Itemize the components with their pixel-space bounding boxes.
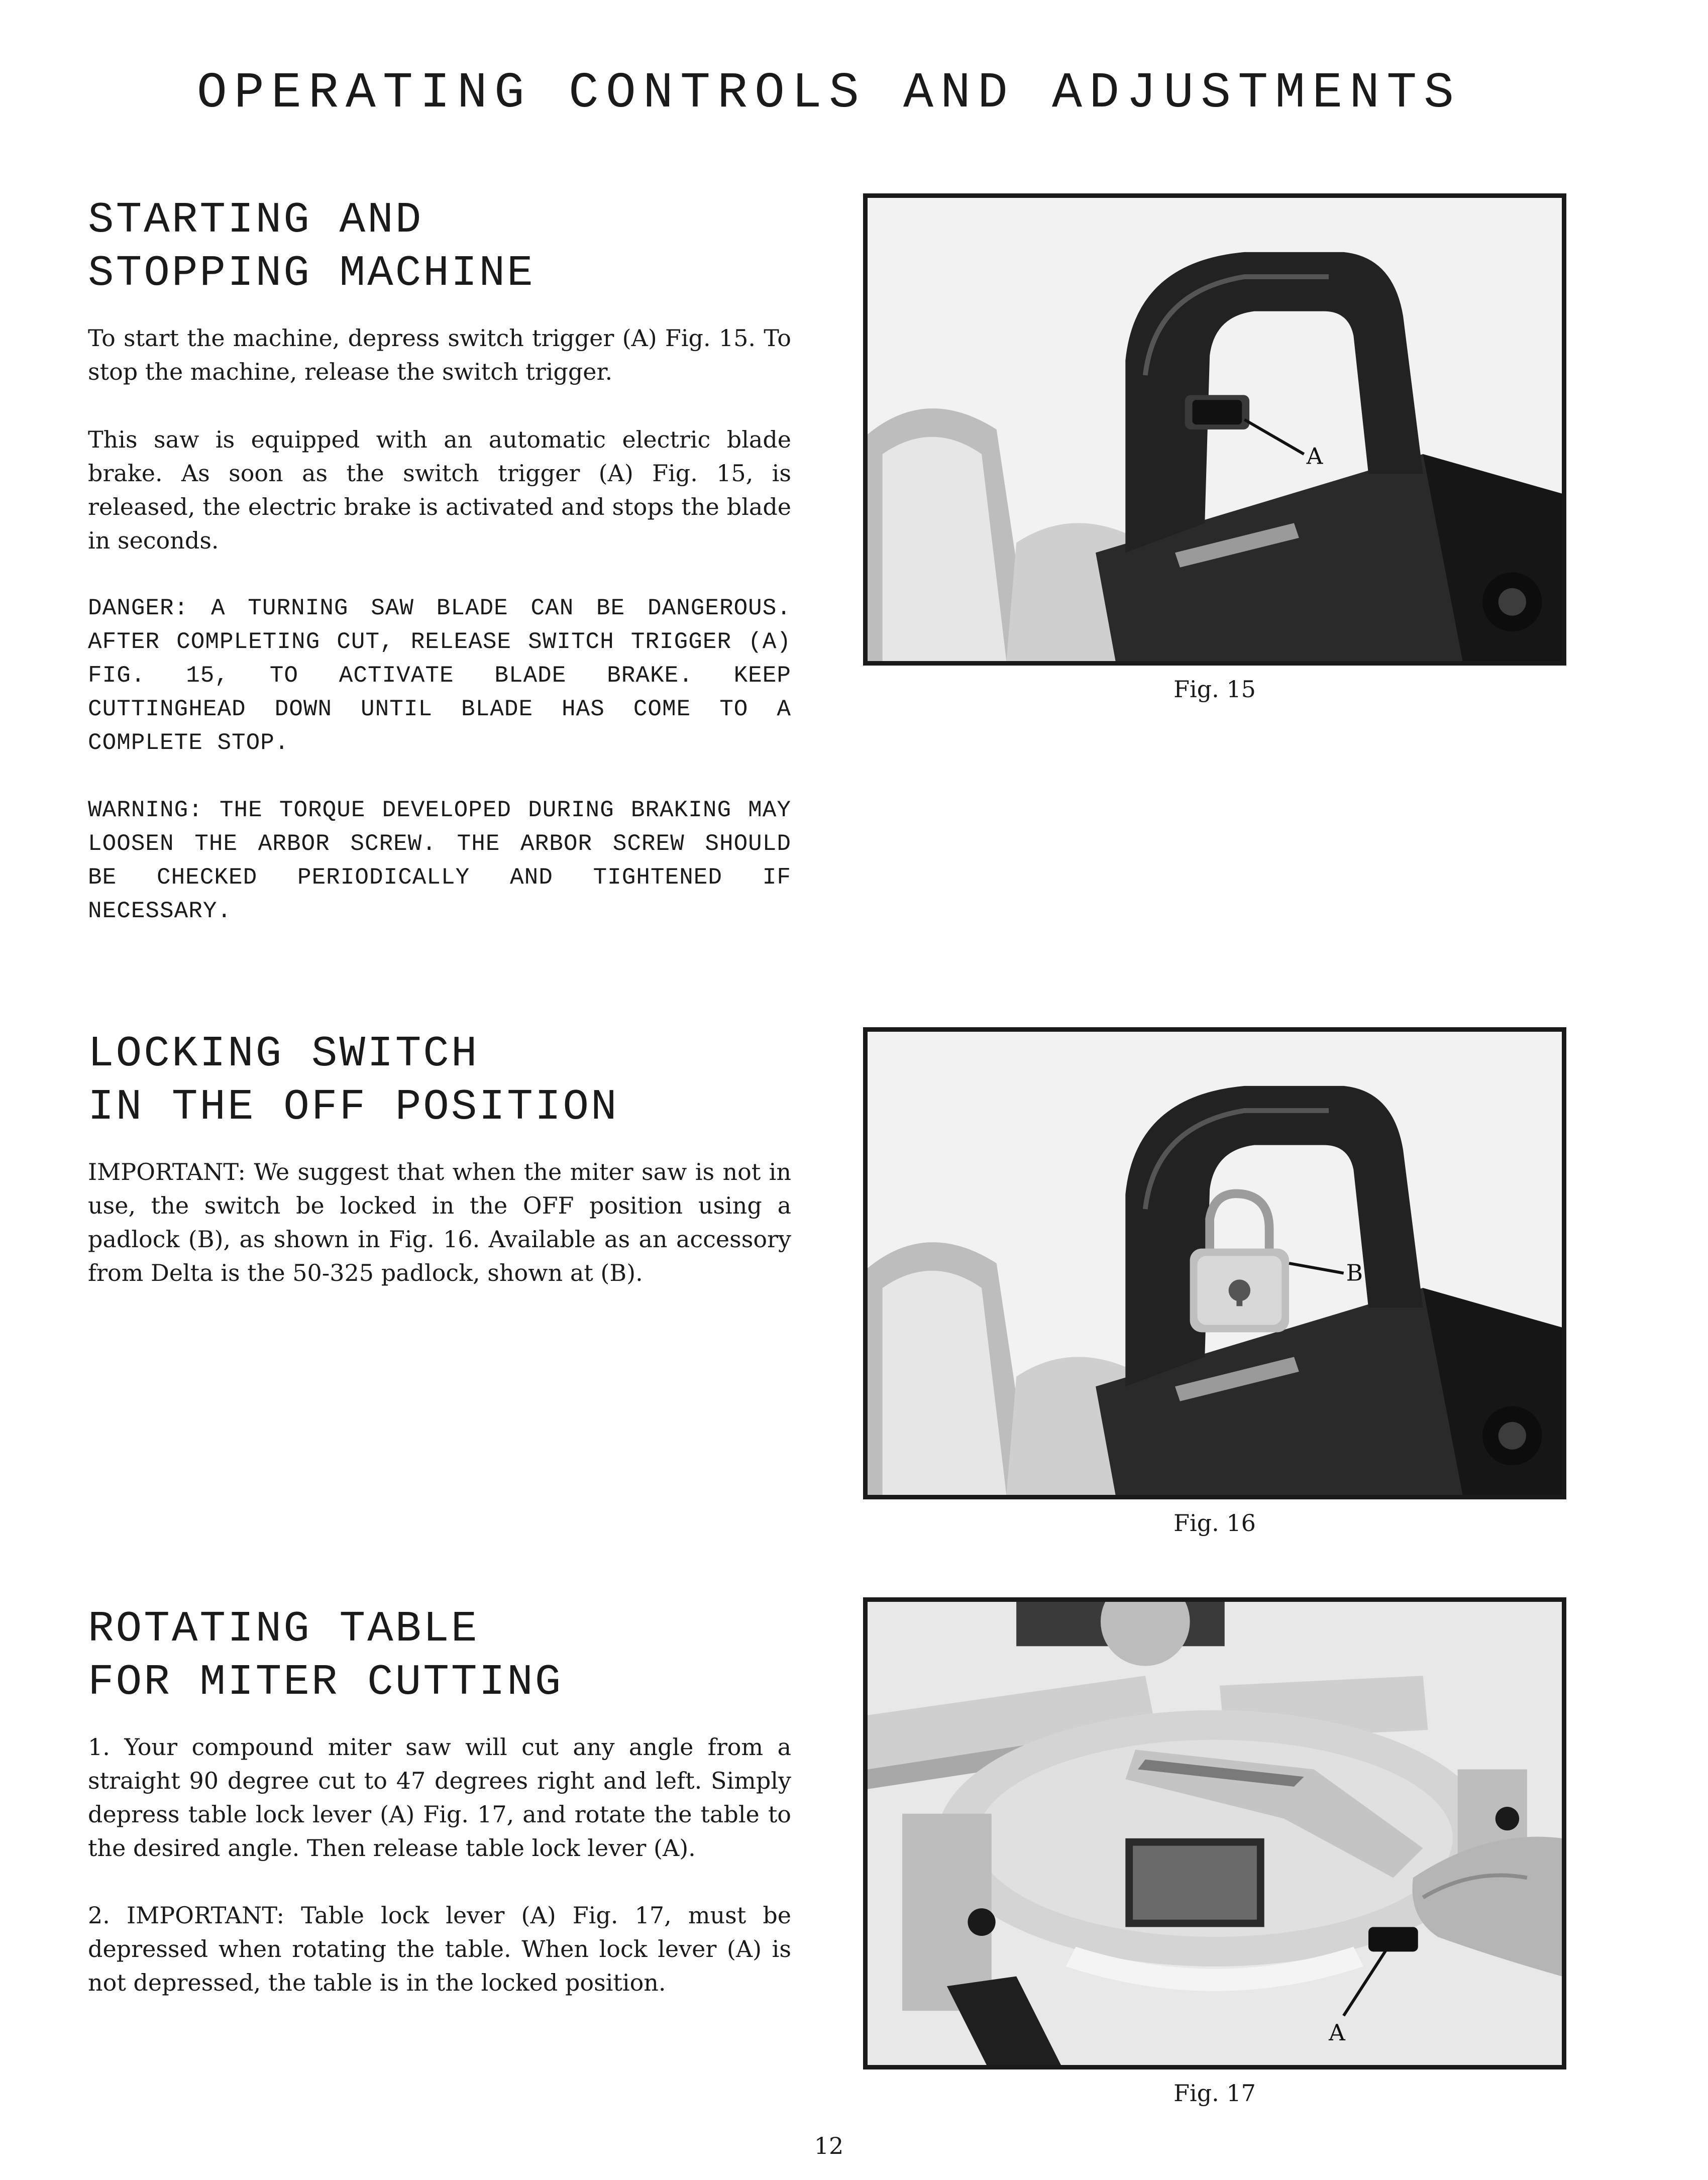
heading-locking-switch <box>88 1027 841 1134</box>
callout-a-label: A <box>1306 443 1323 470</box>
heading-line: LOCKING SWITCH <box>88 1029 479 1078</box>
figure-17-photo <box>863 1597 1566 2069</box>
page-title: OPERATING CONTROLS AND ADJUSTMENTS <box>196 65 1461 122</box>
heading-line: STOPPING MACHINE <box>88 249 535 298</box>
warning-notice: WARNING: THE TORQUE DEVELOPED DURING BRAKING MAY LOOSEN THE ARBOR SCREW. THE ARBOR SCREW SHOULD BE CHECKED PERIODICALLY AND TIGHTENED IF NECESSARY. <box>88 797 791 924</box>
callout-b-label: B <box>1346 1259 1363 1286</box>
danger-notice: DANGER: A TURNING SAW BLADE CAN BE DANGEROUS. AFTER COMPLETING CUT, RELEASE SWITCH TRIGGER (A) FIG. 15, TO ACTIVATE BLADE BRAKE. KEEP CUTTINGHEAD DOWN UNTIL BLADE HAS COME TO A COMPLETE STOP. <box>88 595 791 756</box>
figure-15-photo <box>863 193 1566 666</box>
heading-line: FOR MITER CUTTING <box>88 1658 563 1707</box>
figure-15-caption: Fig. 15 <box>1173 676 1256 703</box>
miter-table-lock-illustration <box>868 1602 1562 2065</box>
page-number: 12 <box>814 2132 844 2159</box>
paragraph-miter-range: 1. Your compound miter saw will cut any angle from a straight 90 degree cut to 47 degrees right and left. Simply depress table lock lever (A) Fig. 17, and rotate the table to the desired angle. Then release table lock lever (A). <box>88 1733 791 1862</box>
figure-17-caption: Fig. 17 <box>1173 2080 1256 2107</box>
callout-a-label: A <box>1329 2019 1345 2046</box>
figure-16-photo <box>863 1027 1566 1499</box>
paragraph-table-lock: 2. IMPORTANT: Table lock lever (A) Fig. 17, must be depressed when rotating the table. When lock lever (A) is not depressed, the table is in the locked position. <box>88 1902 791 1996</box>
heading-rotating-table <box>88 1602 841 1709</box>
heading-line: ROTATING TABLE <box>88 1604 479 1654</box>
heading-starting-stopping <box>88 193 841 300</box>
saw-handle-trigger-illustration <box>868 198 1562 661</box>
figure-16-caption: Fig. 16 <box>1173 1509 1256 1537</box>
paragraph-start-stop: To start the machine, depress switch trigger (A) Fig. 15. To stop the machine, release the switch trigger. <box>88 324 791 385</box>
paragraph-padlock: IMPORTANT: We suggest that when the miter saw is not in use, the switch be locked in the OFF position using a padlock (B), as shown in Fig. 16. Available as an accessory from Delta is the 50-325 padlock, shown at (B). <box>88 1158 791 1286</box>
heading-line: IN THE OFF POSITION <box>88 1082 619 1132</box>
paragraph-blade-brake: This saw is equipped with an automatic electric blade brake. As soon as the switch trigger (A) Fig. 15, is released, the electric brake is activated and stops the blade in seconds. <box>88 426 791 554</box>
heading-line: STARTING AND <box>88 195 423 245</box>
saw-handle-padlock-illustration <box>868 1032 1562 1495</box>
